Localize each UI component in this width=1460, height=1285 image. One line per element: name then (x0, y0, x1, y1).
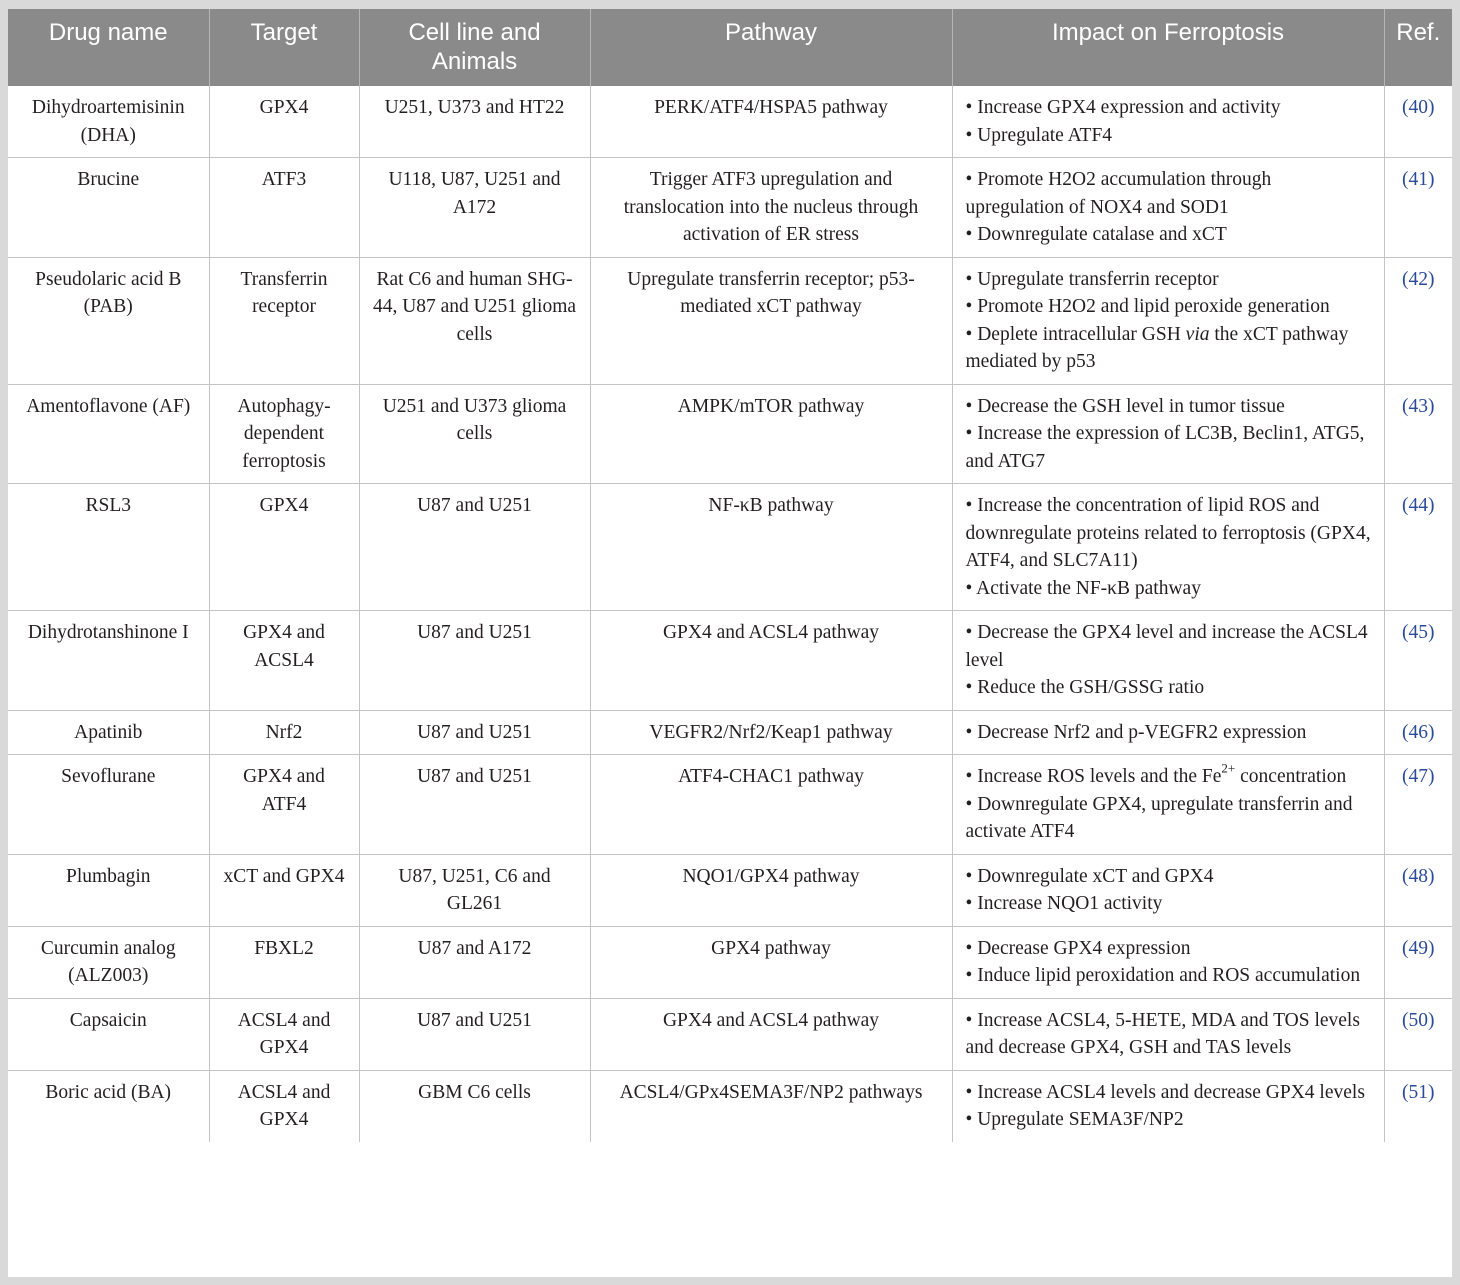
impact-item: • Decrease the GSH level in tumor tissue (965, 395, 1285, 417)
ferroptosis-drug-table (8, 9, 1452, 1142)
ref-link[interactable]: (46) (1384, 710, 1452, 755)
ref-link[interactable]: (40) (1384, 86, 1452, 158)
impact-item: • Induce lipid peroxidation and ROS accumulation (965, 965, 1361, 986)
impact-item: • Decrease GPX4 expression (965, 937, 1191, 959)
cell-line: U87 and U251 (359, 998, 590, 1070)
impact-item: • Increase ACSL4 levels and decrease GPX4 levels (965, 1081, 1365, 1103)
target: ACSL4 and GPX4 (209, 998, 359, 1070)
header-impact: Impact on Ferroptosis (952, 9, 1384, 86)
pathway: Trigger ATF3 upregulation and translocation into the nucleus through activation of ER stress (590, 158, 952, 258)
drug-name: Dihydroartemisinin (DHA) (31, 97, 185, 146)
ref-link[interactable]: (50) (1384, 998, 1452, 1070)
header-drug-name: Drug name (8, 9, 209, 86)
pathway: GPX4 pathway (590, 926, 952, 998)
impact-item: • Downregulate xCT and GPX4 (965, 865, 1214, 887)
table-row (8, 854, 1452, 926)
impact-item (966, 321, 1374, 376)
target: Nrf2 (209, 710, 359, 755)
table-row (8, 484, 1452, 611)
pathway: NF-κB pathway (590, 484, 952, 611)
impact-text: the xCT pathway mediated by p53 (965, 323, 1349, 372)
target: GPX4 (209, 86, 359, 158)
pathway: AMPK/mTOR pathway (590, 384, 952, 484)
target: GPX4 and ACSL4 (209, 611, 359, 711)
table-row (8, 710, 1452, 755)
table-row (8, 384, 1452, 484)
impact (952, 484, 1384, 611)
ref-link[interactable]: (48) (1384, 854, 1452, 926)
impact-item: • Decrease the GPX4 level and increase the ACSL4 level (965, 622, 1368, 671)
target: GPX4 (209, 484, 359, 611)
drug-name: Boric acid (BA) (8, 1070, 209, 1142)
drug-name: Sevoflurane (8, 755, 209, 855)
impact-text: • Deplete intracellular GSH (965, 323, 1186, 345)
header-ref: Ref. (1384, 9, 1452, 86)
impact-item: • Downregulate GPX4, upregulate transferrin and activate ATF4 (965, 793, 1353, 842)
table-row (8, 755, 1452, 855)
drug-name: Dihydrotanshinone I (8, 611, 209, 711)
impact (952, 854, 1384, 926)
cell-line: U87 and U251 (359, 484, 590, 611)
cell-line: U251 and U373 glioma cells (359, 384, 590, 484)
ref-link[interactable]: (49) (1384, 926, 1452, 998)
target: Autophagy-dependent ferroptosis (209, 384, 359, 484)
table-frame (8, 9, 1452, 1277)
impact-text-italic: via (1185, 323, 1210, 345)
ref-link[interactable]: (47) (1384, 755, 1452, 855)
header-target: Target (209, 9, 359, 86)
table-row (8, 257, 1452, 384)
drug-name: Brucine (8, 158, 209, 258)
impact-item: • Downregulate catalase and xCT (965, 224, 1227, 245)
cell-line: U87 and U251 (359, 710, 590, 755)
impact-item (965, 760, 1374, 791)
ref-link[interactable]: (45) (1384, 611, 1452, 711)
table-row (8, 611, 1452, 711)
impact-text: • Increase ROS levels and the Fe (965, 766, 1222, 787)
target: ACSL4 and GPX4 (209, 1070, 359, 1142)
drug-name: Capsaicin (8, 998, 209, 1070)
pathway: GPX4 and ACSL4 pathway (590, 611, 952, 711)
pathway: GPX4 and ACSL4 pathway (590, 998, 952, 1070)
pathway: Upregulate transferrin receptor; p53-mediated xCT pathway (590, 257, 952, 384)
impact (952, 998, 1384, 1070)
drug-name: Apatinib (8, 710, 209, 755)
impact (952, 926, 1384, 998)
impact (952, 257, 1384, 384)
pathway: ACSL4/GPx4SEMA3F/NP2 pathways (590, 1070, 952, 1142)
drug-name: Amentoflavone (AF) (8, 384, 209, 484)
table-header-row (8, 9, 1452, 86)
impact-item: • Upregulate SEMA3F/NP2 (965, 1109, 1184, 1130)
cell-line: U251, U373 and HT22 (359, 86, 590, 158)
cell-line: U87 and A172 (359, 926, 590, 998)
impact (952, 611, 1384, 711)
table-row (8, 158, 1452, 258)
header-pathway: Pathway (590, 9, 952, 86)
target: FBXL2 (209, 926, 359, 998)
impact-item: • Increase NQO1 activity (965, 893, 1163, 914)
impact-item: • Increase the expression of LC3B, Beclin1, ATG5, and ATG7 (965, 423, 1365, 472)
impact-item: • Promote H2O2 accumulation through upregulation of NOX4 and SOD1 (965, 169, 1272, 218)
drug-name: RSL3 (8, 484, 209, 611)
impact-text: concentration (1235, 766, 1347, 787)
header-cell-line: Cell line and Animals (359, 9, 590, 86)
pathway: NQO1/GPX4 pathway (590, 854, 952, 926)
pathway: ATF4-CHAC1 pathway (590, 755, 952, 855)
impact (952, 1070, 1384, 1142)
pathway: PERK/ATF4/HSPA5 pathway (590, 86, 952, 158)
target: Transferrin receptor (209, 257, 359, 384)
impact-item: • Upregulate transferrin receptor (965, 268, 1219, 290)
impact (952, 710, 1384, 755)
target: ATF3 (209, 158, 359, 258)
ref-link[interactable]: (51) (1384, 1070, 1452, 1142)
impact-item: • Increase the concentration of lipid ROS and downregulate proteins related to ferroptosis (GPX4, ATF4, and SLC7A11) (965, 495, 1371, 571)
drug-name: Plumbagin (8, 854, 209, 926)
impact-item: • Increase ACSL4, 5-HETE, MDA and TOS levels and decrease GPX4, GSH and TAS levels (965, 1009, 1360, 1058)
target: xCT and GPX4 (209, 854, 359, 926)
impact-item: • Activate the NF-κB pathway (965, 577, 1201, 599)
cell-line: U87 and U251 (359, 611, 590, 711)
impact-item: • Decrease Nrf2 and p-VEGFR2 expression (965, 721, 1307, 743)
cell-line: U118, U87, U251 and A172 (359, 158, 590, 258)
impact (952, 86, 1384, 158)
drug-name: Pseudolaric acid B (PAB) (8, 257, 209, 384)
ref-link[interactable]: (41) (1384, 158, 1452, 258)
cell-line: U87 and U251 (359, 755, 590, 855)
cell-line: Rat C6 and human SHG-44, U87 and U251 glioma cells (359, 257, 590, 384)
table-row (8, 926, 1452, 998)
superscript: 2+ (1221, 760, 1236, 776)
table-row (8, 998, 1452, 1070)
table-row (8, 86, 1452, 158)
drug-name: Curcumin analog (ALZ003) (8, 926, 209, 998)
impact-item: • Promote H2O2 and lipid peroxide generation (965, 296, 1330, 317)
impact-item: • Upregulate ATF4 (965, 124, 1113, 146)
impact (952, 384, 1384, 484)
target: GPX4 and ATF4 (209, 755, 359, 855)
ref-link[interactable]: (42) (1384, 257, 1452, 384)
impact (952, 158, 1384, 258)
ref-link[interactable]: (44) (1384, 484, 1452, 611)
pathway: VEGFR2/Nrf2/Keap1 pathway (590, 710, 952, 755)
cell-line: GBM C6 cells (359, 1070, 590, 1142)
impact-item: • Increase GPX4 expression and activity (965, 97, 1281, 118)
table-row (8, 1070, 1452, 1142)
cell-line: U87, U251, C6 and GL261 (359, 854, 590, 926)
impact-item: • Reduce the GSH/GSSG ratio (965, 677, 1205, 698)
impact (952, 755, 1384, 855)
ref-link[interactable]: (43) (1384, 384, 1452, 484)
